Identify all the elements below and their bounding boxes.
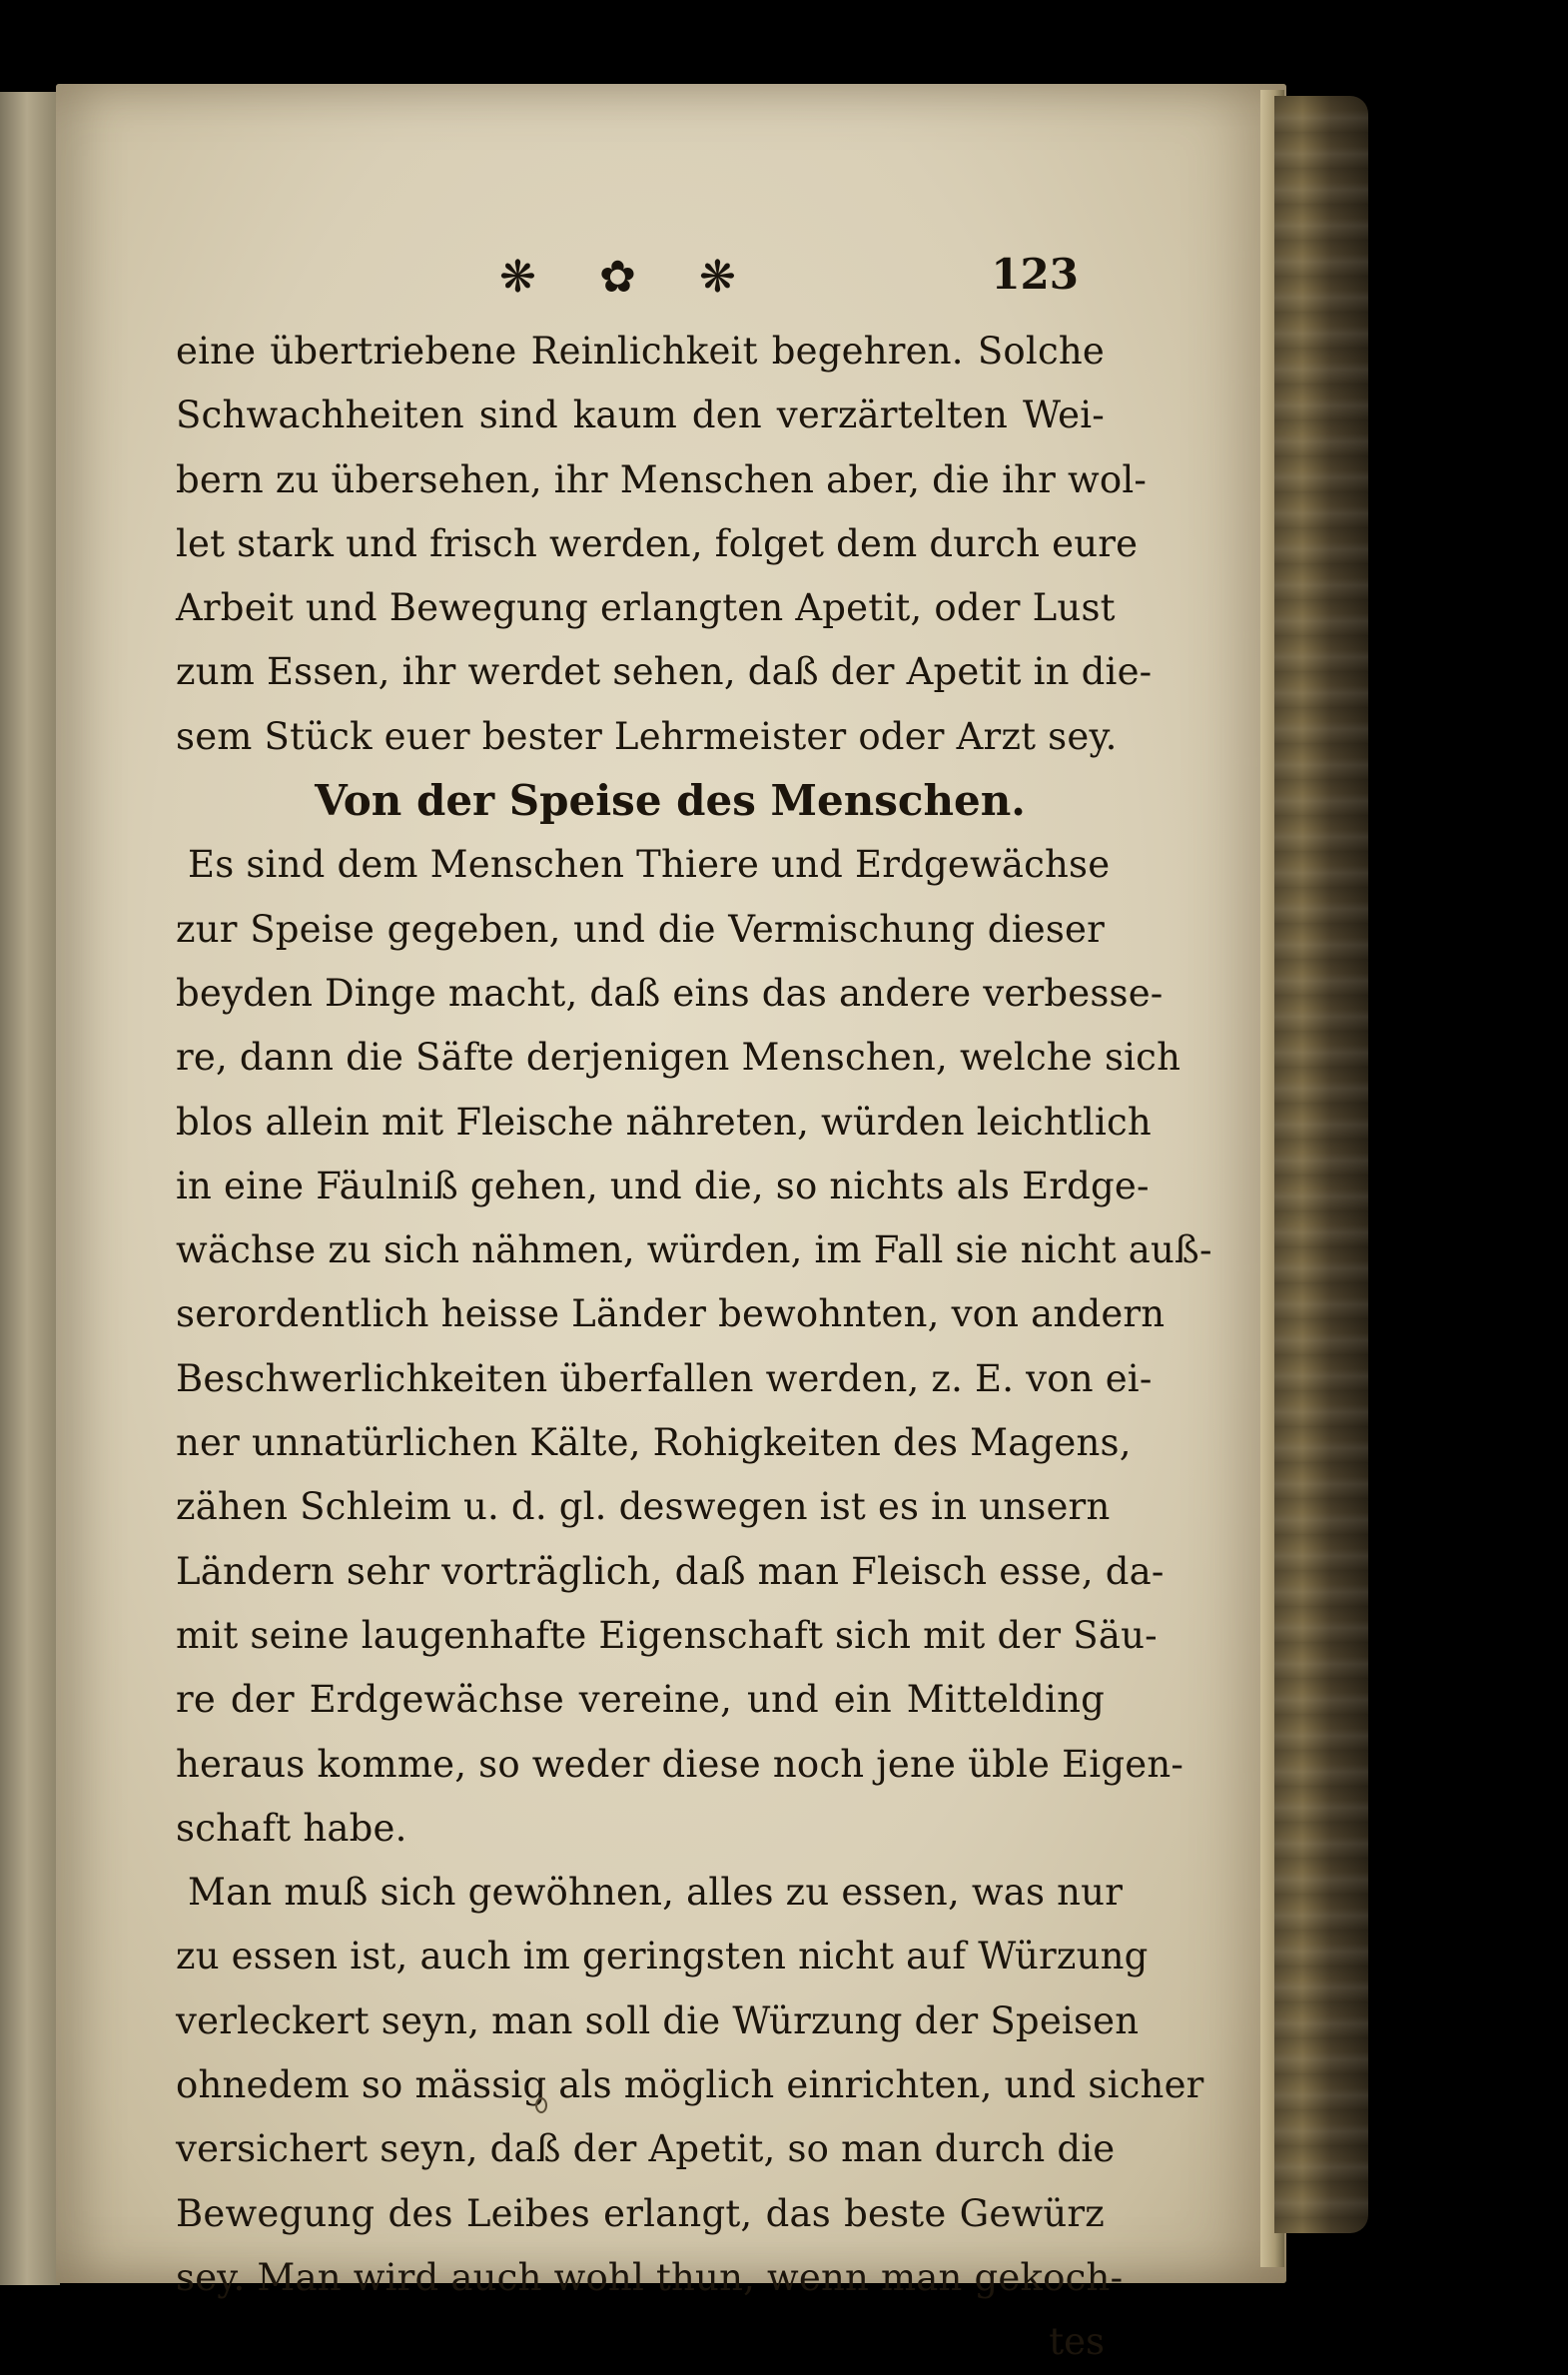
fleuron-ornament-icon: ✿	[599, 252, 636, 303]
section-heading: Von der Speise des Menschen.	[315, 776, 1026, 826]
text-line: versichert seyn, daß der Apetit, so man durch die	[176, 2127, 1116, 2171]
text-line: zähen Schleim u. d. gl. deswegen ist es in unsern	[176, 1485, 1111, 1529]
text-line: sey. Man wird auch wohl thun, wenn man gekoch-	[176, 2255, 1124, 2299]
text-line: zur Speise gegeben, und die Vermischung dieser	[176, 907, 1105, 951]
text-line: zu essen ist, auch im geringsten nicht auf Würzung	[176, 1935, 1149, 1979]
text-line: mit seine laugenhafte Eigenschaft sich mit der Säu-	[176, 1613, 1158, 1657]
page-number: 123	[991, 250, 1079, 299]
running-header	[499, 248, 1079, 312]
text-line: ohnedem so mässig als möglich einrichten, und sicher	[176, 2063, 1204, 2107]
text-line: sem Stück euer bester Lehrmeister oder Arzt sey.	[176, 714, 1118, 758]
text-line: bern zu übersehen, ihr Menschen aber, die ihr wol-	[176, 457, 1148, 501]
catchword: tes	[1049, 2320, 1105, 2364]
text-line: wächse zu sich nähmen, würden, im Fall sie nicht auß-	[176, 1228, 1212, 1272]
text-line: schaft habe.	[176, 1806, 407, 1850]
paragraph-1	[176, 320, 1153, 769]
paragraph-2	[176, 833, 1212, 1861]
text-line: let stark und frisch werden, folget dem durch eure	[176, 521, 1139, 565]
paragraph-3	[176, 1861, 1204, 2310]
text-line: zum Essen, ihr werdet sehen, daß der Apetit in die-	[176, 650, 1153, 694]
text-line: ner unnatürlichen Kälte, Rohigkeiten des Magens,	[176, 1421, 1132, 1465]
text-line: Es sind dem Menschen Thiere und Erdgewächse	[188, 843, 1111, 887]
text-line: Bewegung des Leibes erlangt, das beste Gewürz	[176, 2191, 1105, 2235]
text-line: serordentlich heisse Länder bewohnten, von andern	[176, 1292, 1166, 1336]
paper-blemish	[535, 2097, 547, 2113]
body-text	[176, 320, 1212, 2375]
book-binding	[1274, 96, 1368, 2233]
fleuron-ornament-icon: ❋	[699, 252, 736, 303]
text-line: heraus komme, so weder diese noch jene üble Eigen-	[176, 1742, 1184, 1786]
text-line: eine übertriebene Reinlichkeit begehren. Solche	[176, 330, 1105, 373]
text-line: Beschwerlichkeiten überfallen werden, z. E. von ei-	[176, 1356, 1153, 1400]
text-line: Man muß sich gewöhnen, alles zu essen, was nur	[188, 1871, 1124, 1915]
fleuron-ornament-icon: ❋	[499, 252, 536, 303]
text-line: Schwachheiten sind kaum den verzärtelten Wei-	[176, 394, 1105, 437]
text-line: beyden Dinge macht, daß eins das andere verbesse-	[176, 971, 1164, 1015]
previous-page-edge	[0, 92, 60, 2285]
text-line: in eine Fäulniß gehen, und die, so nichts als Erdge-	[176, 1164, 1150, 1207]
text-line: Ländern sehr vorträglich, daß man Fleisch esse, da-	[176, 1549, 1165, 1593]
text-line: re, dann die Säfte derjenigen Menschen, welche sich	[176, 1036, 1181, 1080]
text-line: re der Erdgewächse vereine, und ein Mittelding	[176, 1678, 1105, 1722]
text-line: verleckert seyn, man soll die Würzung der Speisen	[176, 1998, 1140, 2042]
text-line: Arbeit und Bewegung erlangten Apetit, oder Lust	[176, 586, 1116, 630]
text-line: blos allein mit Fleische nähreten, würden leichtlich	[176, 1100, 1152, 1144]
